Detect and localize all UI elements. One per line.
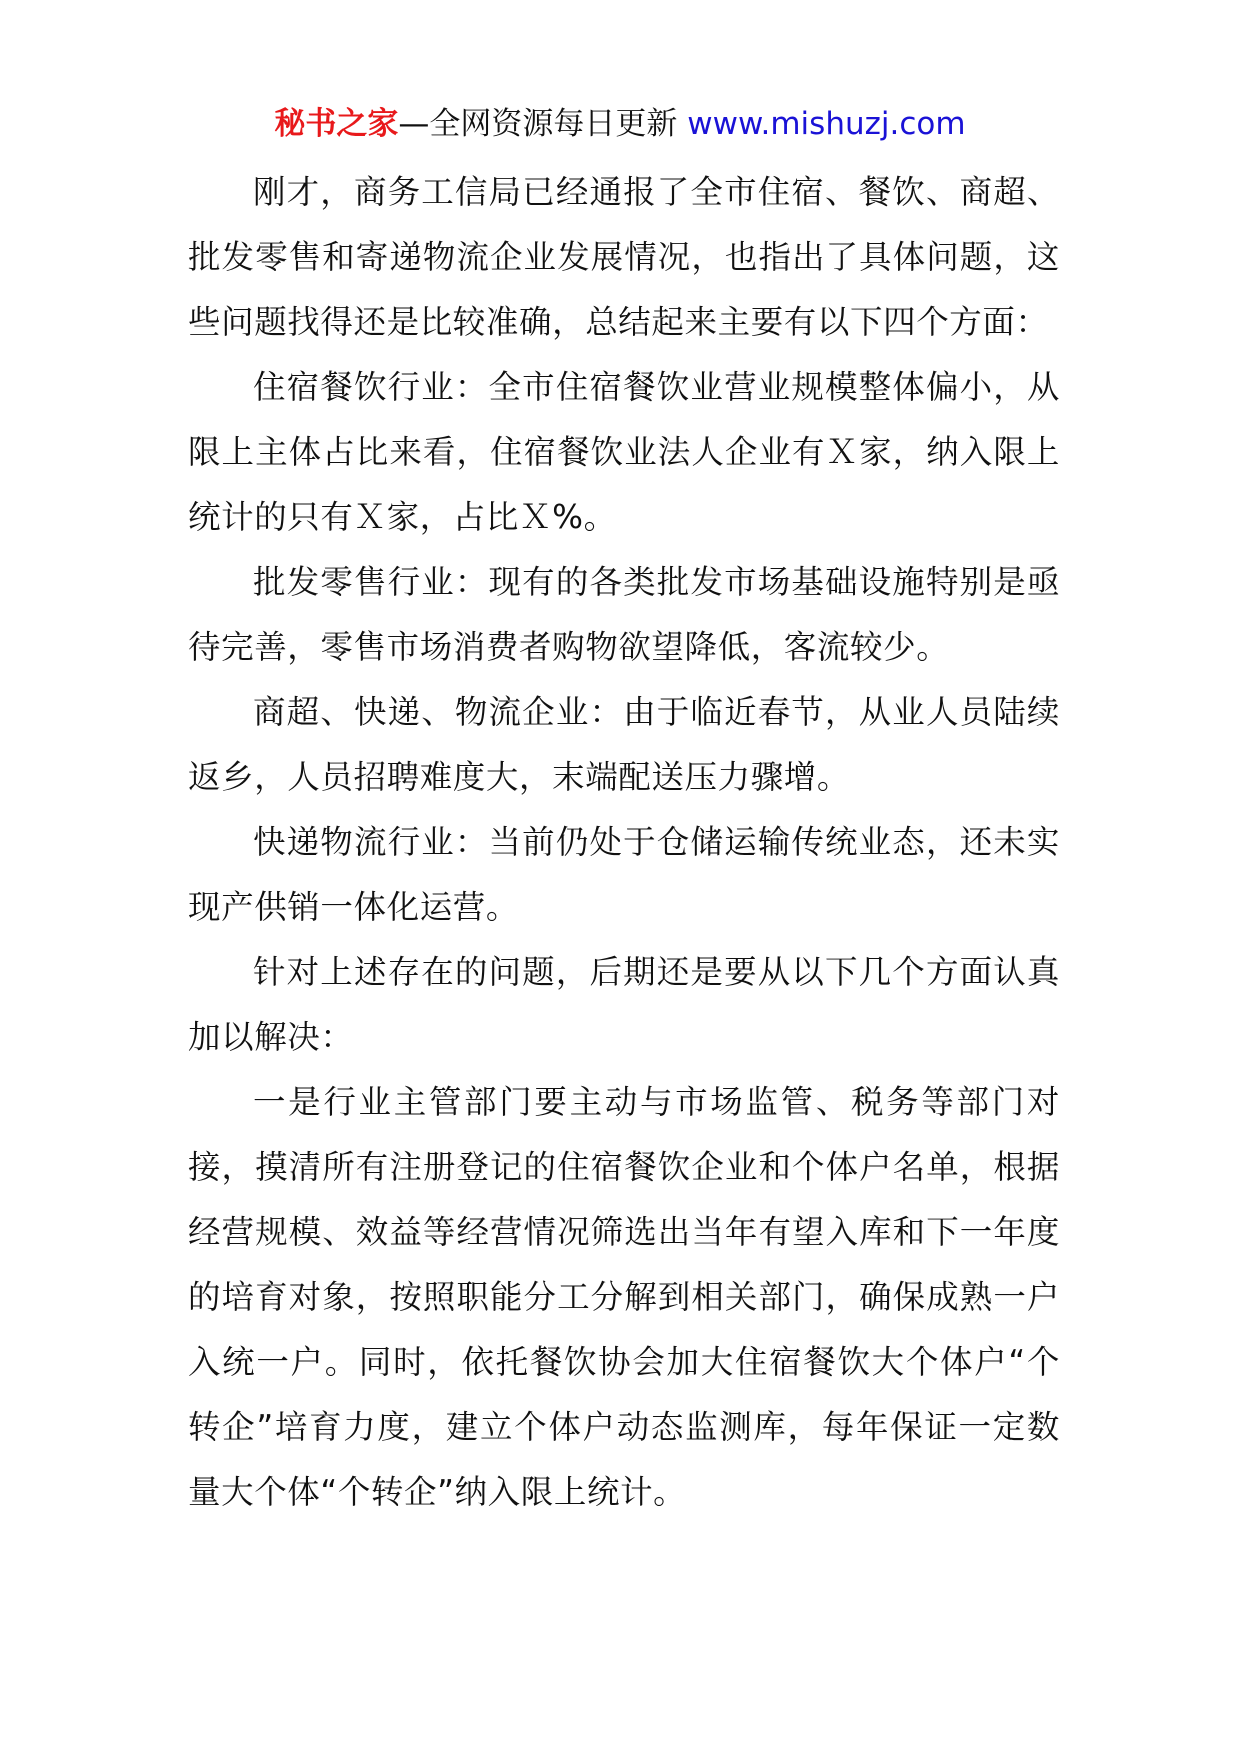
paragraph-lodging-catering: 住宿餐饮行业：全市住宿餐饮业营业规模整体偏小，从限上主体占比来看，住宿餐饮业法人企业有Ｘ家，纳入限上统计的只有Ｘ家，占比Ｘ%。 [188,368,1060,536]
paragraph-solutions-intro: 针对上述存在的问题，后期还是要从以下几个方面认真加以解决： [188,953,1060,1056]
site-header [0,102,1240,146]
brand-name: 秘书之家 [274,106,399,142]
paragraph-intro: 刚才，商务工信局已经通报了全市住宿、餐饮、商超、批发零售和寄递物流企业发展情况，也指出了具体问题，这些问题找得还是比较准确，总结起来主要有以下四个方面： [188,173,1060,341]
document-body [188,160,1060,1525]
paragraph-wholesale-retail: 批发零售行业：现有的各类批发市场基础设施特别是亟待完善，零售市场消费者购物欲望降低，客流较少。 [188,563,1060,666]
header-tagline: —全网资源每日更新 [398,106,688,142]
paragraph-solution-one: 一是行业主管部门要主动与市场监管、税务等部门对接，摸清所有注册登记的住宿餐饮企业和个体户名单，根据经营规模、效益等经营情况筛选出当年有望入库和下一年度的培育对象，按照职能分工分解到相关部门，确保成熟一户入统一户。同时，依托餐饮协会加大住宿餐饮大个体户“个转企”培育力度，建立个体户动态监测库，每年保证一定数量大个体“个转企”纳入限上统计。 [188,1083,1060,1511]
site-url-link[interactable]: www.mishuzj.com [687,106,966,142]
paragraph-express-logistics: 快递物流行业：当前仍处于仓储运输传统业态，还未实现产供销一体化运营。 [188,823,1060,926]
paragraph-supermarket-express: 商超、快递、物流企业：由于临近春节，从业人员陆续返乡，人员招聘难度大，末端配送压力骤增。 [188,693,1060,796]
